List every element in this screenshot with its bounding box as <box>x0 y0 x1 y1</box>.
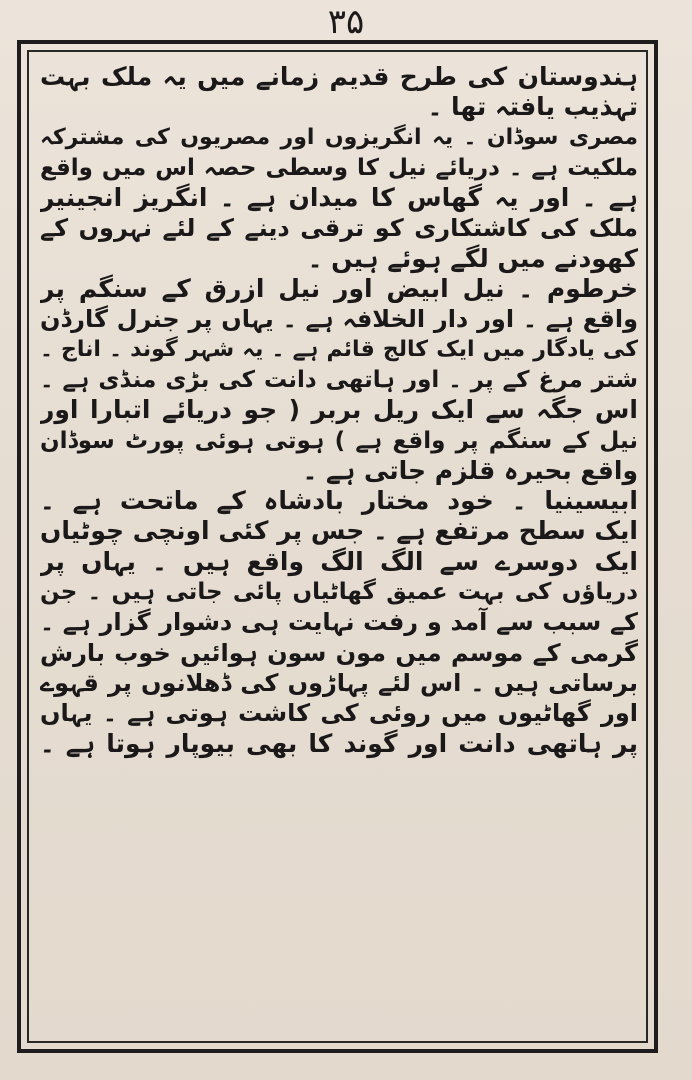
paragraph-intro-end <box>40 62 638 123</box>
text-line: شتر مرغ کے پر ۔ اور ہاتھی دانت کی بڑی منڈی ہے ۔ <box>40 366 638 393</box>
text-line: کے سبب سے آمد و رفت نہایت ہی دشوار گزار ہے ۔ <box>40 608 638 637</box>
text-line: گرمی کے موسم میں مون سون ہوائیں خوب بارش <box>40 638 638 667</box>
text-line: واقع ہے ۔ اور دار الخلافہ ہے ۔ یہاں پر جنرل گارڈن <box>40 305 638 334</box>
text-line: کی یادگار میں ایک کالج قائم ہے ۔ یہ شہر گوند ۔ اناج ۔ <box>40 336 638 362</box>
text-line: ملکیت ہے ۔ دریائے نیل کا وسطی حصہ اس میں واقع <box>40 154 638 181</box>
paragraph-egyptian-sudan <box>40 123 638 274</box>
text-line: پر ہاتھی دانت اور گوند کا بھی بیوپار ہوتا ہے ۔ <box>40 728 638 758</box>
text-line: واقع بحیرہ قلزم جاتی ہے ۔ <box>302 455 638 485</box>
text-line: ایک سطح مرتفع ہے ۔ جس پر کئی اونچی چوٹیاں <box>40 516 638 546</box>
text-line: ہندوستان کی طرح قدیم زمانے میں یہ ملک بہت <box>40 62 638 91</box>
paragraph-abyssinia <box>40 486 638 759</box>
text-line: اس جگہ سے ایک ریل بربر ( جو دریائے اتبارا اور <box>40 395 638 425</box>
text-line: کھودنے میں لگے ہوئے ہیں ۔ <box>307 243 638 273</box>
text-line: مصری سوڈان ۔ یہ انگریزوں اور مصریوں کی مشترکہ <box>40 124 638 150</box>
text-line: نیل کے سنگم پر واقع ہے ) ہوتی ہوئی پورٹ سوڈان <box>40 427 638 454</box>
text-line: تہذیب یافتہ تھا ۔ <box>427 92 638 122</box>
text-line: ابیسینیا ۔ خود مختار بادشاہ کے ماتحت ہے ۔ <box>40 486 638 516</box>
paragraph-khartoum <box>40 274 638 486</box>
text-line: برساتی ہیں ۔ اس لئے پہاڑوں کی ڈھلانوں پر قہوے <box>40 668 638 697</box>
text-body <box>40 62 638 1037</box>
text-line: ایک دوسرے سے الگ الگ واقع ہیں ۔ یہاں پر <box>40 546 638 576</box>
text-line: ہے ۔ اور یہ گھاس کا میدان ہے ۔ انگریز انجینیر <box>40 183 638 213</box>
text-line: ملک کی کاشتکاری کو ترقی دینے کے لئے نہروں کے <box>40 214 638 243</box>
text-line: خرطوم ۔ نیل ابیض اور نیل ازرق کے سنگم پر <box>40 274 638 304</box>
text-line: دریاؤں کی بہت عمیق گھاٹیاں پائی جاتی ہیں ۔ جن <box>40 579 638 606</box>
text-line: اور گھاٹیوں میں روئی کی کاشت ہوتی ہے ۔ یہاں <box>40 699 638 728</box>
page-number: ۳۵ <box>327 2 365 42</box>
